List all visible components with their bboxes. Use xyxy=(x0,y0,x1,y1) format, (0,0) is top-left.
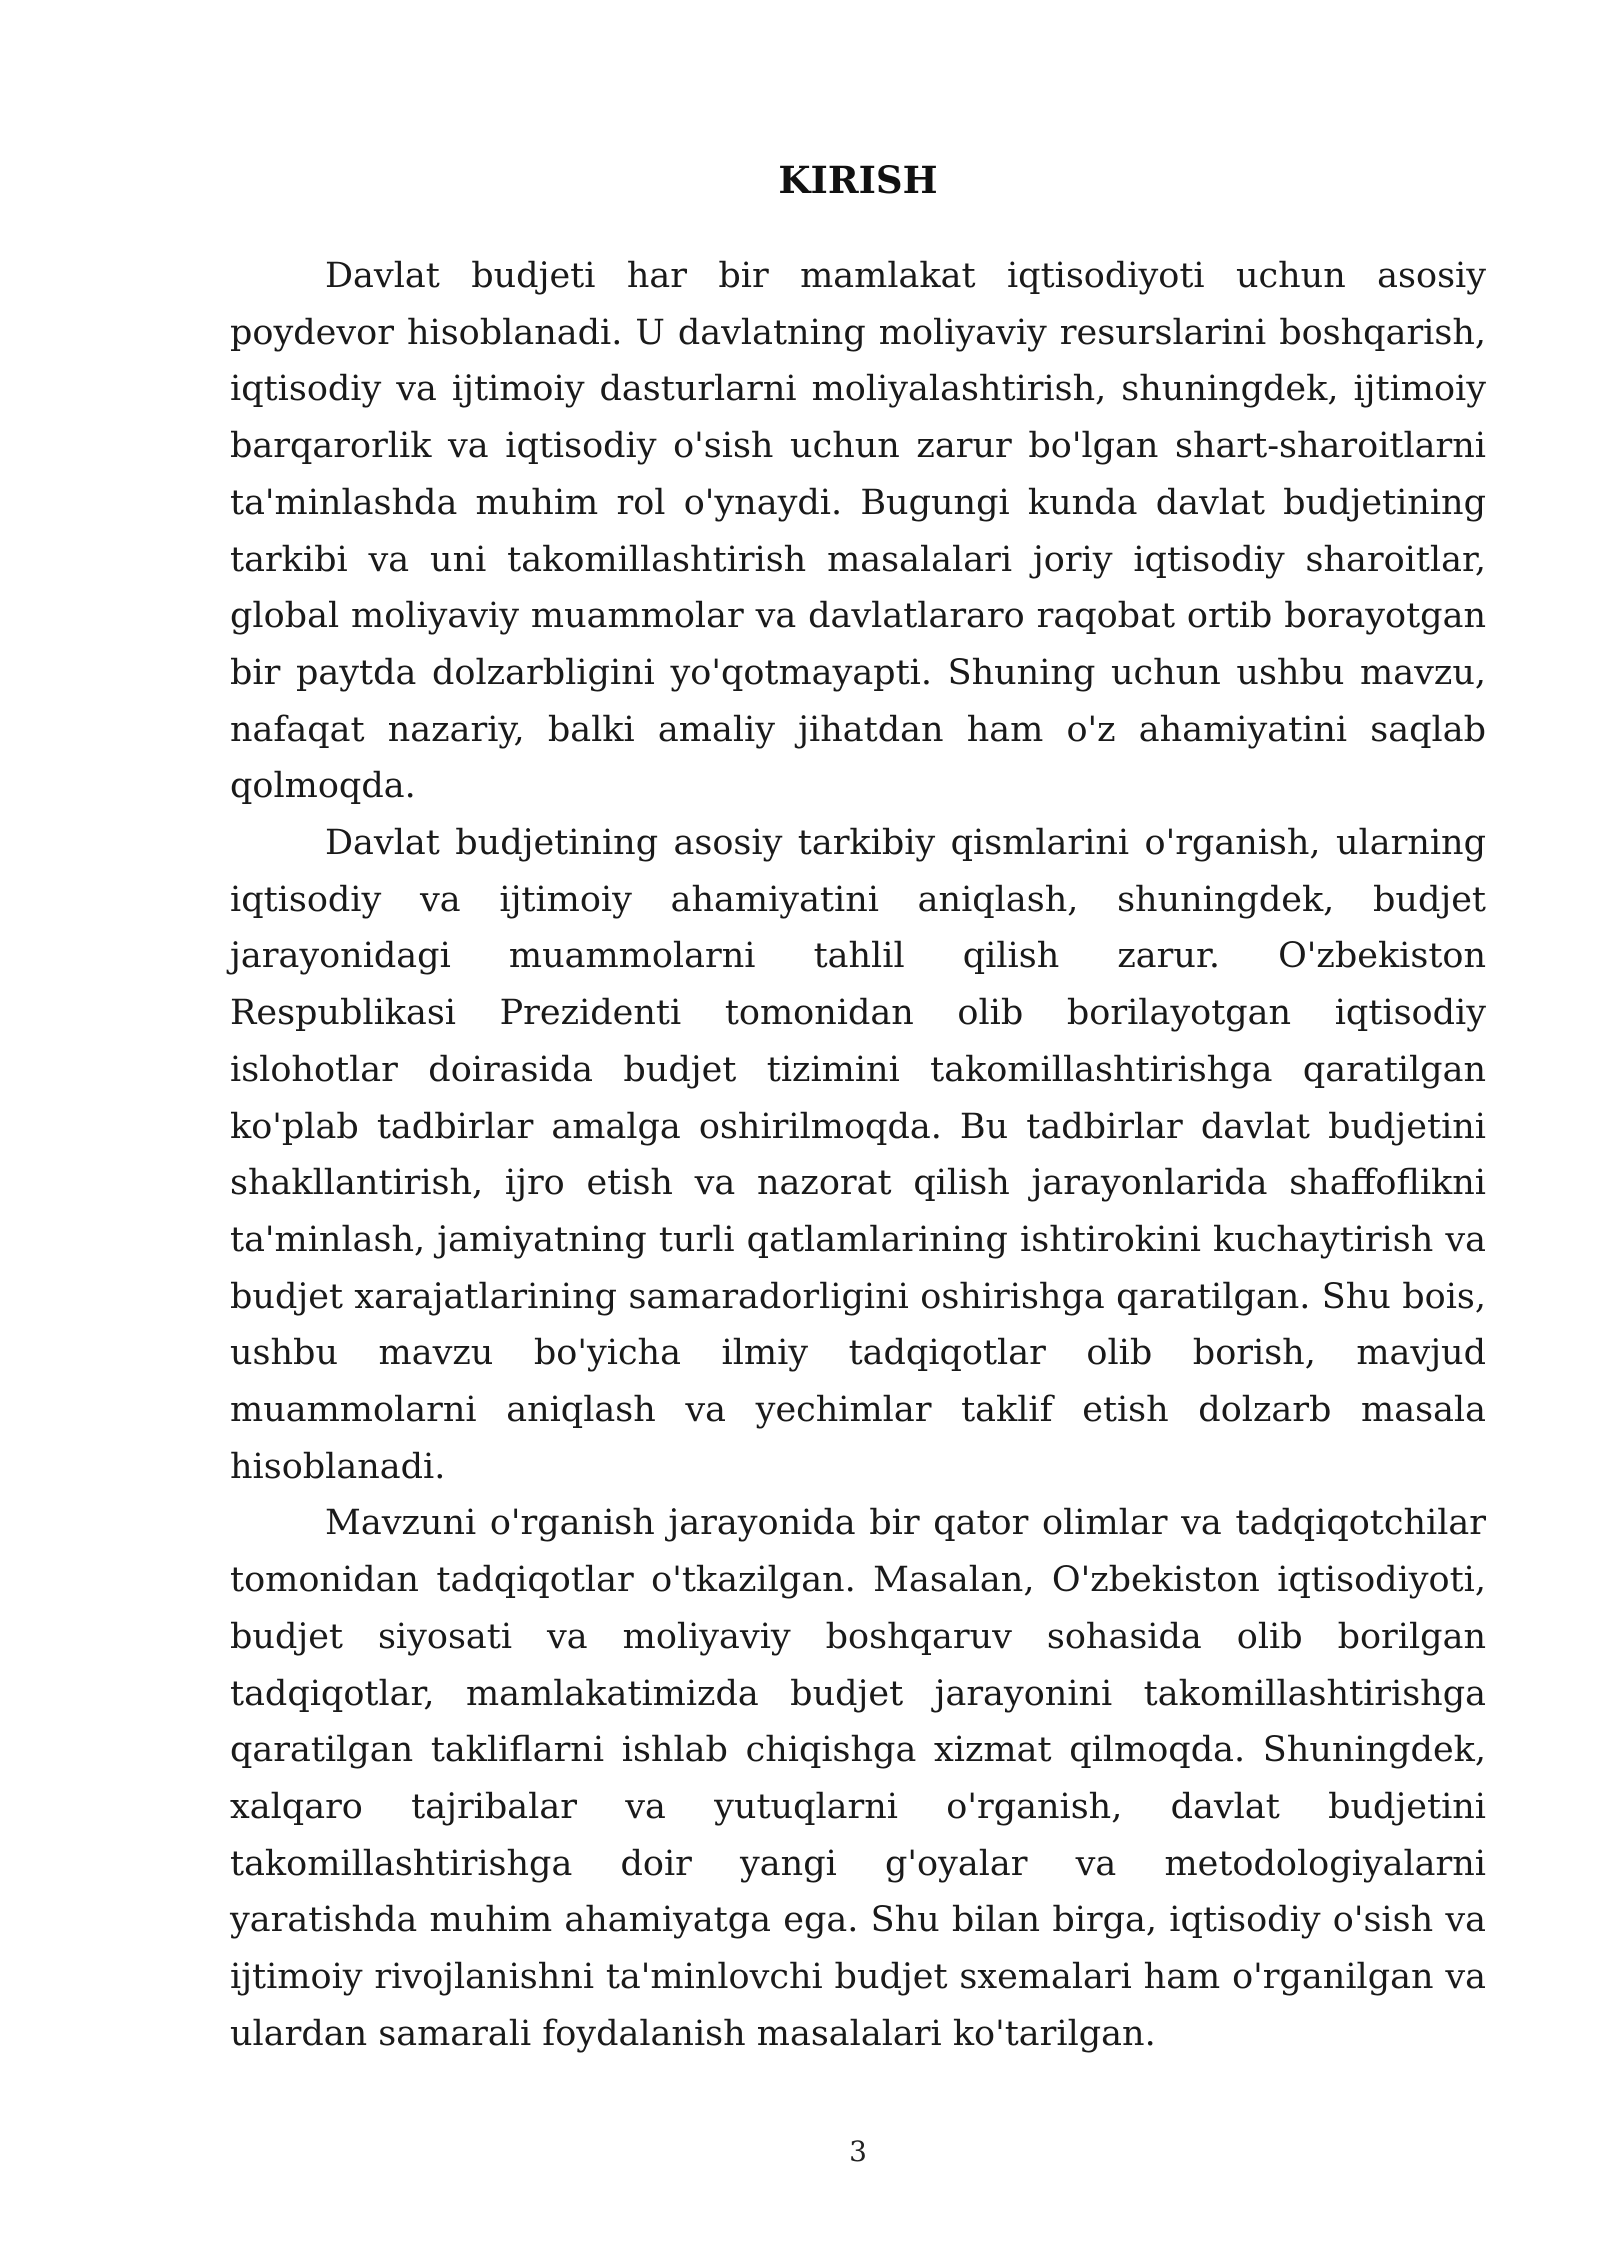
section-heading: KIRISH xyxy=(778,158,938,202)
body-text xyxy=(230,248,1486,2063)
paragraph: Davlat budjetining asosiy tarkibiy qismlarini o'rganish, ularning iqtisodiy va ijtimoiy ahamiyatini aniqlash, shuningdek, budjet jarayonidagi muammolarni tahlil qilish zarur. O'zbekiston Respublikasi Prezidenti tomonidan olib borilayotgan iqtisodiy islohotlar doirasida budjet tizimini takomillashtirishga qaratilgan ko'plab tadbirlar amalga oshirilmoqda. Bu tadbirlar davlat budjetini shakllantirish, ijro etish va nazorat qilish jarayonlarida shaffoflikni ta'minlash, jamiyatning turli qatlamlarining ishtirokini kuchaytirish va budjet xarajatlarining samaradorligini oshirishga qaratilgan. Shu bois, ushbu mavzu bo'yicha ilmiy tadqiqotlar olib borish, mavjud muammolarni aniqlash va yechimlar taklif etish dolzarb masala hisoblanadi. xyxy=(230,823,1486,1487)
paragraph: Davlat budjeti har bir mamlakat iqtisodiyoti uchun asosiy poydevor hisoblanadi. U davlatning moliyaviy resurslarini boshqarish, iqtisodiy va ijtimoiy dasturlarni moliyalashtirish, shuningdek, ijtimoiy barqarorlik va iqtisodiy o'sish uchun zarur bo'lgan shart-sharoitlarni ta'minlashda muhim rol o'ynaydi. Bugungi kunda davlat budjetining tarkibi va uni takomillashtirish masalalari joriy iqtisodiy sharoitlar, global moliyaviy muammolar va davlatlararo raqobat ortib borayotgan bir paytda dolzarbligini yo'qotmayapti. Shuning uchun ushbu mavzu, nafaqat nazariy, balki amaliy jihatdan ham o'z ahamiyatini saqlab qolmoqda. xyxy=(230,256,1486,807)
page-number: 3 xyxy=(849,2135,867,2168)
paragraph: Mavzuni o'rganish jarayonida bir qator olimlar va tadqiqotchilar tomonidan tadqiqotlar o'tkazilgan. Masalan, O'zbekiston iqtisodiyoti, budjet siyosati va moliyaviy boshqaruv sohasida olib borilgan tadqiqotlar, mamlakatimizda budjet jarayonini takomillashtirishga qaratilgan takliflarni ishlab chiqishga xizmat qilmoqda. Shuningdek, xalqaro tajribalar va yutuqlarni o'rganish, davlat budjetini takomillashtirishga doir yangi g'oyalar va metodologiyalarni yaratishda muhim ahamiyatga ega. Shu bilan birga, iqtisodiy o'sish va ijtimoiy rivojlanishni ta'minlovchi budjet sxemalari ham o'rganilgan va ulardan samarali foydalanish masalalari ko'tarilgan. xyxy=(230,1503,1486,2054)
